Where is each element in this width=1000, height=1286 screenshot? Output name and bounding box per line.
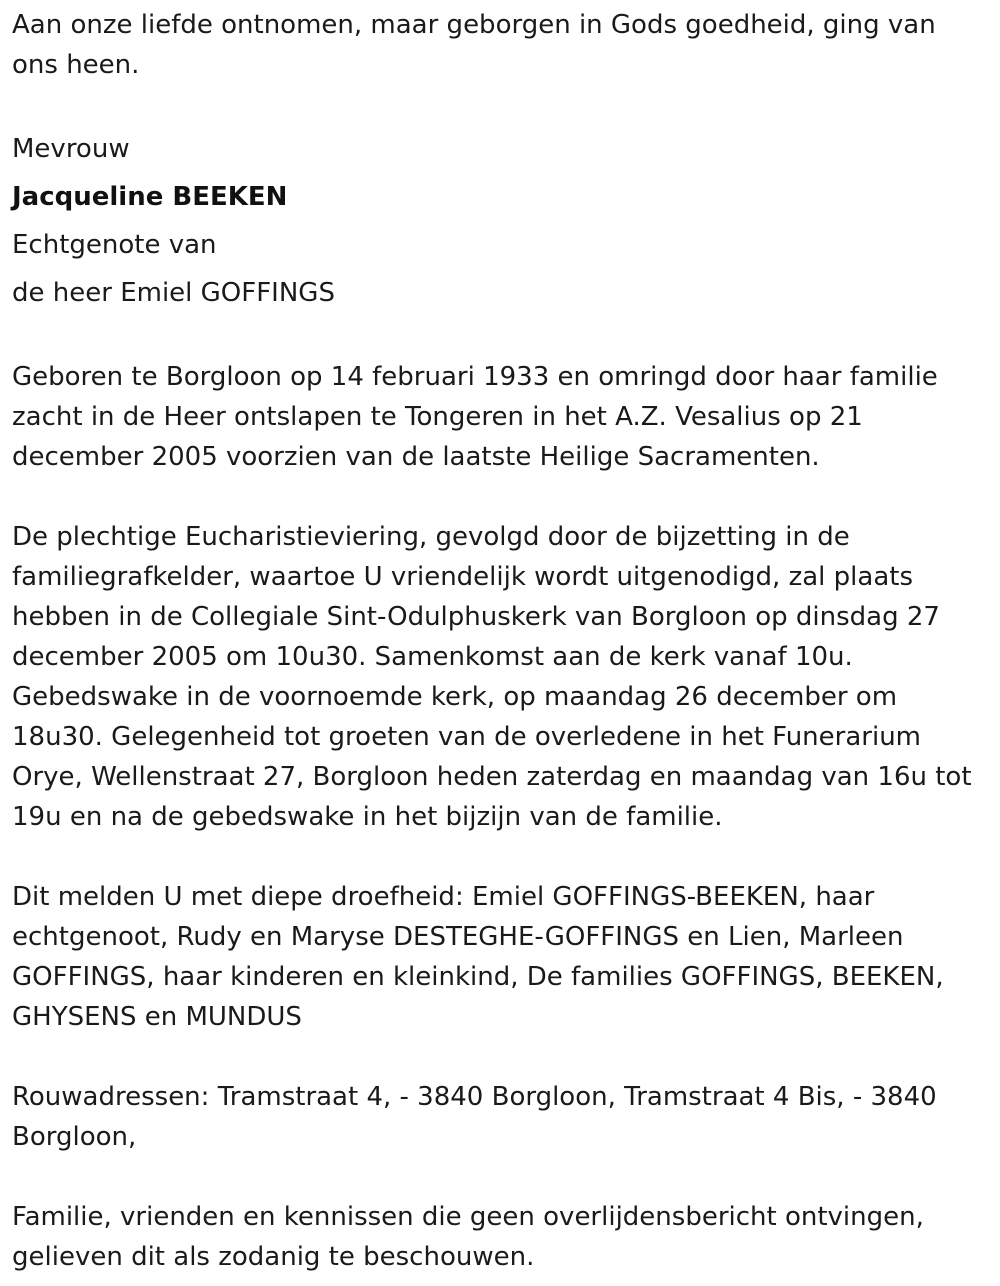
spacer	[12, 1037, 988, 1077]
ceremony-paragraph: De plechtige Eucharistieviering, gevolgd door de bijzetting in de familiegrafkelder, waartoe U vriendelijk wordt uitgenodigd, zal plaats hebben in de Collegiale Sint-Odulphuskerk van Borgloon op dinsdag 27 december 2005 om 10u30. Samenkomst aan de kerk vanaf 10u. Gebedswake in de voornoemde kerk, op maandag 26 december om 18u30. Gelegenheid tot groeten van de overledene in het Funerarium Orye, Wellenstraat 27, Borgloon heden zaterdag en maandag van 16u tot 19u en na de gebedswake in het bijzijn van de familie.	[12, 522, 972, 832]
addresses-paragraph: Rouwadressen: Tramstraat 4, - 3840 Borgloon, Tramstraat 4 Bis, - 3840 Borgloon,	[12, 1082, 937, 1152]
spacer	[12, 477, 988, 517]
deceased-header	[12, 125, 988, 317]
closing-paragraph: Familie, vrienden en kennissen die geen overlijdensbericht ontvingen, gelieven dit als zodanig te beschouwen.	[12, 1202, 924, 1272]
relation-label: Echtgenote van	[12, 230, 217, 260]
deceased-name: Jacqueline BEEKEN	[12, 182, 288, 212]
spouse-name: de heer Emiel GOFFINGS	[12, 278, 335, 308]
spacer	[12, 1157, 988, 1197]
spacer	[12, 317, 988, 357]
title-prefix: Mevrouw	[12, 134, 130, 164]
birth-death-paragraph: Geboren te Borgloon op 14 februari 1933 en omringd door haar familie zacht in de Heer ontslapen te Tongeren in het A.Z. Vesalius op 21 december 2005 voorzien van de laatste Heilige Sacramenten.	[12, 362, 938, 472]
spacer	[12, 85, 988, 125]
spacer	[12, 837, 988, 877]
intro-text: Aan onze liefde ontnomen, maar geborgen in Gods goedheid, ging van ons heen.	[12, 10, 936, 80]
family-paragraph: Dit melden U met diepe droefheid: Emiel GOFFINGS-BEEKEN, haar echtgenoot, Rudy en Maryse DESTEGHE-GOFFINGS en Lien, Marleen GOFFINGS, haar kinderen en kleinkind, De families GOFFINGS, BEEKEN, GHYSENS en MUNDUS	[12, 882, 944, 1032]
